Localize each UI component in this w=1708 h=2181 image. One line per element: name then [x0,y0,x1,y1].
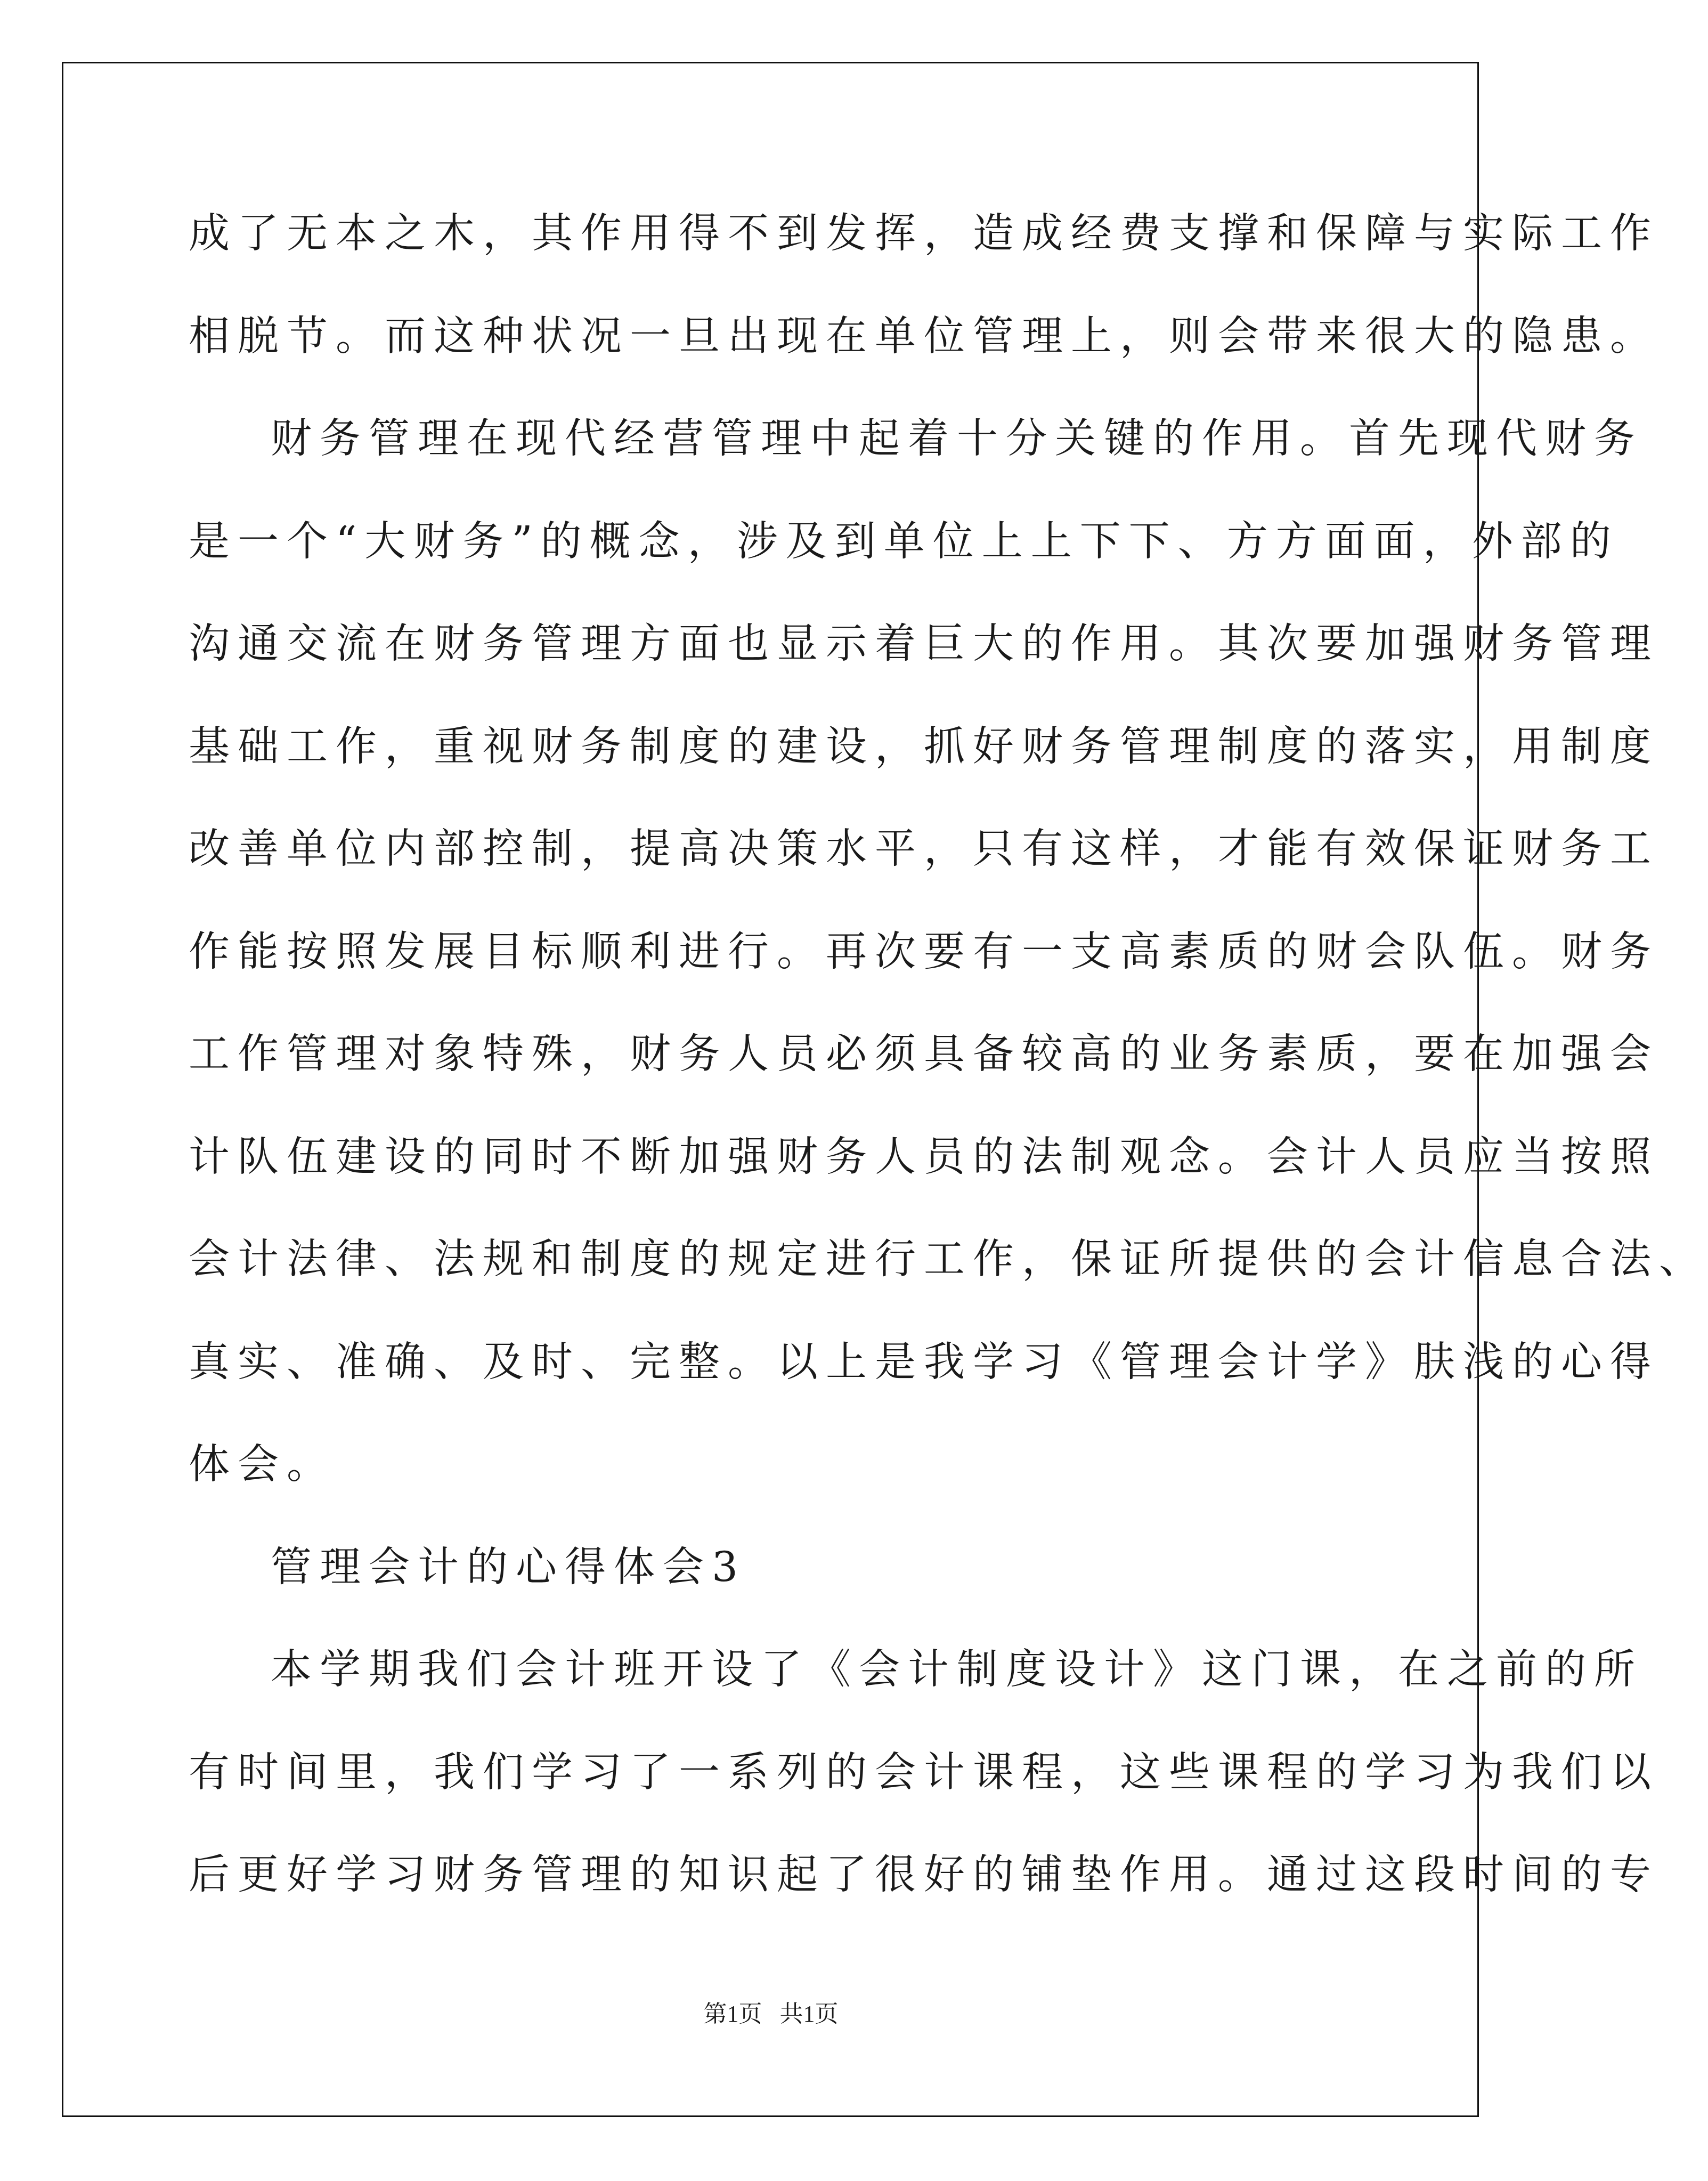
text-line: 体会。 [189,1441,336,1488]
text-line: 成了无本之木，其作用得不到发挥，造成经费支撑和保障与实际工作 [189,210,1659,257]
section-heading: 管理会计的心得体会3 [271,1543,746,1591]
text-line: 作能按照发展目标顺利进行。再次要有一支高素质的财会队伍。财务 [189,928,1659,976]
text-line: 计队伍建设的同时不断加强财务人员的法制观念。会计人员应当按照 [189,1133,1659,1181]
text-line: 会计法律、法规和制度的规定进行工作，保证所提供的会计信息合法、 [189,1236,1708,1283]
text-line: 是一个“大财务”的概念，涉及到单位上上下下、方方面面，外部的 [189,517,1619,565]
paragraph-start: 财务管理在现代经营管理中起着十分关键的作用。首先现代财务 [271,415,1643,463]
text-line: 沟通交流在财务管理方面也显示着巨大的作用。其次要加强财务管理 [189,620,1659,668]
text-line: 基础工作，重视财务制度的建设，抓好财务管理制度的落实，用制度 [189,723,1659,771]
text-line: 后更好学习财务管理的知识起了很好的铺垫作用。通过这段时间的专 [189,1851,1659,1899]
paragraph-start: 本学期我们会计班开设了《会计制度设计》这门课，在之前的所 [271,1646,1643,1693]
text-line: 相脱节。而这种状况一旦出现在单位管理上，则会带来很大的隐患。 [189,312,1659,360]
text-line: 真实、准确、及时、完整。以上是我学习《管理会计学》肤浅的心得 [189,1338,1659,1386]
text-line: 工作管理对象特殊，财务人员必须具备较高的业务素质，要在加强会 [189,1031,1659,1078]
text-line: 改善单位内部控制，提高决策水平，只有这样，才能有效保证财务工 [189,825,1659,873]
page-footer: 第1页 共1页 [703,2001,839,2027]
document-body [189,210,1708,1957]
text-line: 有时间里，我们学习了一系列的会计课程，这些课程的学习为我们以 [189,1748,1659,1796]
